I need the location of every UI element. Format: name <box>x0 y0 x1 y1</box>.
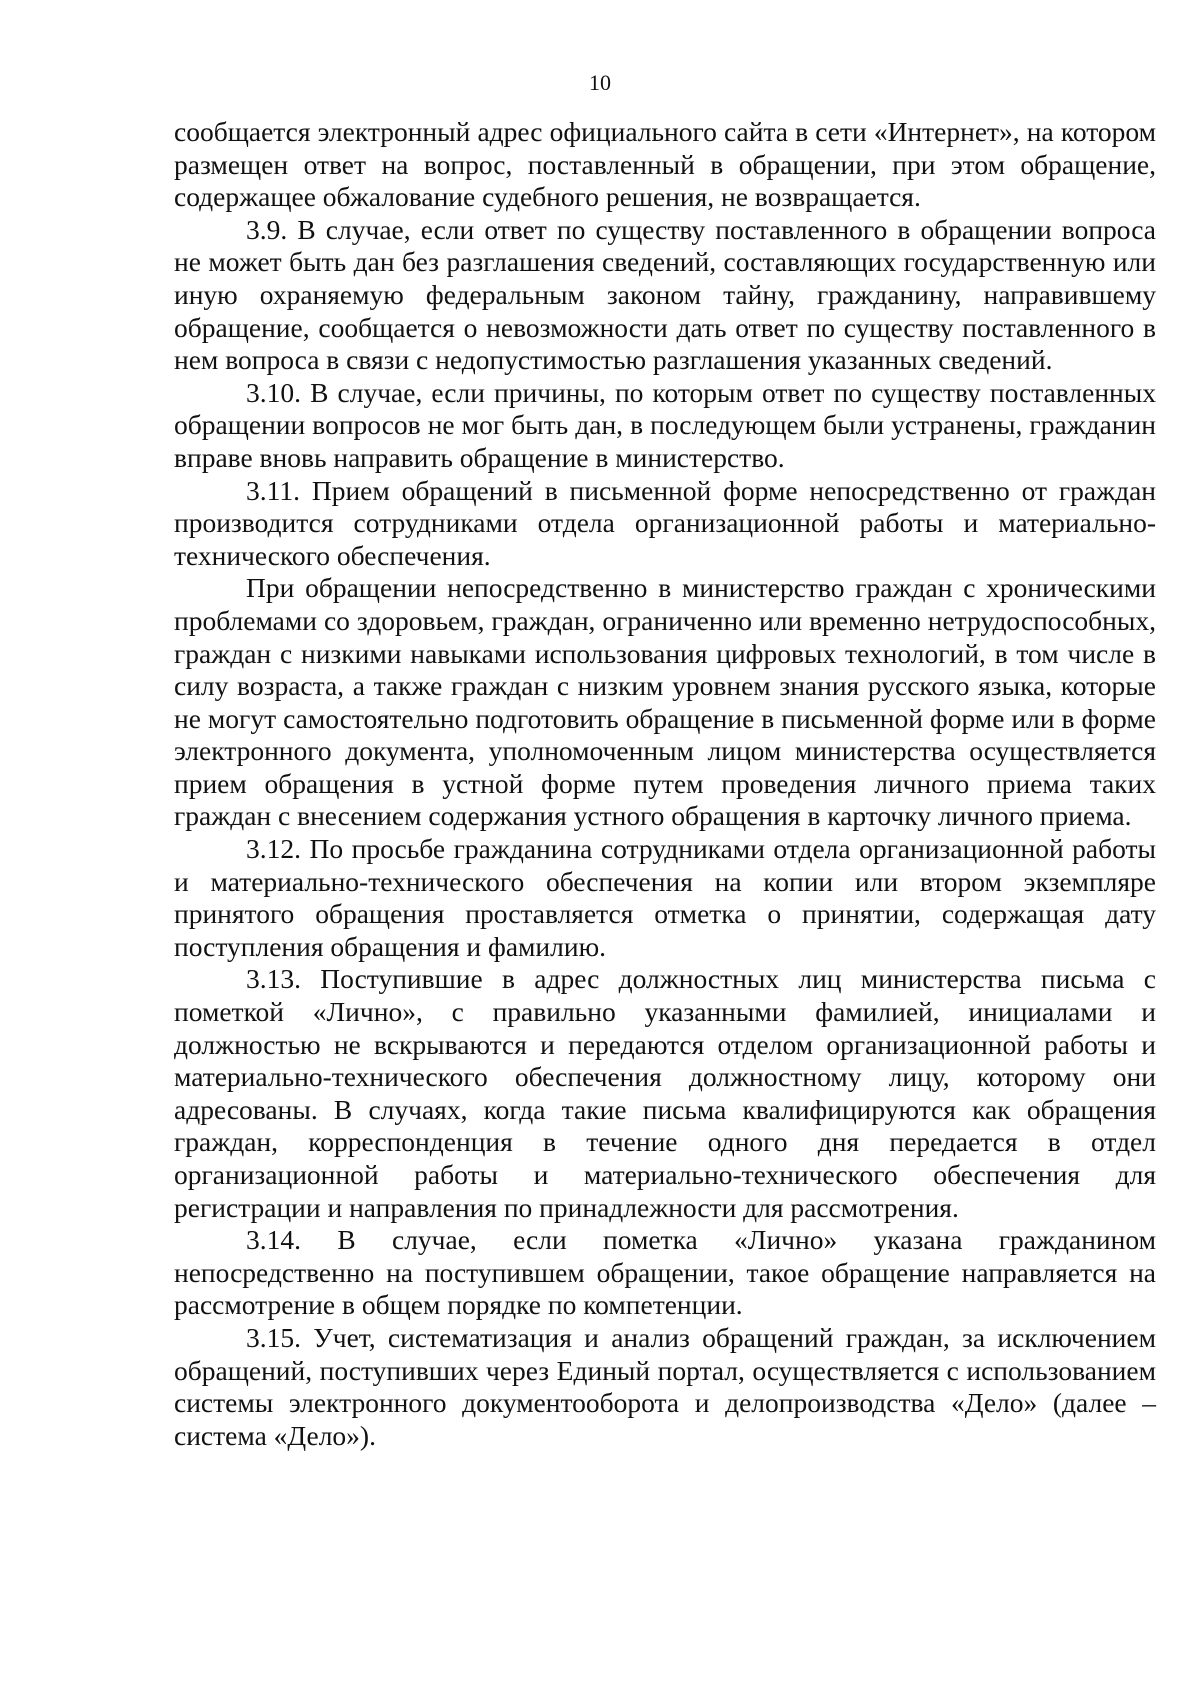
paragraph-3-11-oral-appeal: При обращении непосредственно в министерство граждан с хроническими проблемами со здоровьем, граждан, ограниченно или временно нетрудоспособных, граждан с низкими навыками использования цифровых технологий, в том числе в силу возраста, а также граждан с низким уровнем знания русского языка, которые не могут самостоятельно подготовить обращение в письменной форме или в форме электронного документа, уполномоченным лицом министерства осуществляется прием обращения в устной форме путем проведения личного приема таких граждан с внесением содержания устного обращения в карточку личного приема. <box>174 572 1156 832</box>
paragraph-3-11: 3.11. Прием обращений в письменной форме непосредственно от граждан производится сотрудниками отдела организационной работы и материально-технического обеспечения. <box>174 474 1156 571</box>
paragraph-3-14: 3.14. В случае, если пометка «Лично» указана гражданином непосредственно на поступившем обращении, такое обращение направляется на рассмотрение в общем порядке по компетенции. <box>174 1224 1156 1321</box>
page-number: 10 <box>589 70 611 95</box>
paragraph-3-10: 3.10. В случае, если причины, по которым ответ по существу поставленных обращении вопросов не мог быть дан, в последующем были устранены, гражданин вправе вновь направить обращение в министерство. <box>174 376 1156 473</box>
paragraph-continuation: сообщается электронный адрес официального сайта в сети «Интернет», на котором размещен ответ на вопрос, поставленный в обращении, при этом обращение, содержащее обжалование судебного решения, не возвращается. <box>174 116 1156 213</box>
paragraph-3-12: 3.12. По просьбе гражданина сотрудниками отдела организационной работы и материально-технического обеспечения на копии или втором экземпляре принятого обращения проставляется отметка о принятии, содержащая дату поступления обращения и фамилию. <box>174 833 1156 962</box>
paragraph-3-13: 3.13. Поступившие в адрес должностных лиц министерства письма с пометкой «Лично», с правильно указанными фамилией, инициалами и должностью не вскрываются и передаются отделом организационной работы и материально-технического обеспечения должностному лицу, которому они адресованы. В случаях, когда такие письма квалифицируются как обращения граждан, корреспонденция в течение одного дня передается в отдел организационной работы и материально-технического обеспечения для регистрации и направления по принадлежности для рассмотрения. <box>174 963 1156 1223</box>
paragraph-3-9: 3.9. В случае, если ответ по существу поставленного в обращении вопроса не может быть дан без разглашения сведений, составляющих государственную или иную охраняемую федеральным законом тайну, гражданину, направившему обращение, сообщается о невозможности дать ответ по существу поставленного в нем вопроса в связи с недопустимостью разглашения указанных сведений. <box>174 213 1156 376</box>
paragraph-3-15: 3.15. Учет, систематизация и анализ обращений граждан, за исключением обращений, поступивших через Единый портал, осуществляется с использованием системы электронного документооборота и делопроизводства «Дело» (далее – система «Дело»). <box>174 1321 1156 1451</box>
document-body <box>174 116 1156 1452</box>
